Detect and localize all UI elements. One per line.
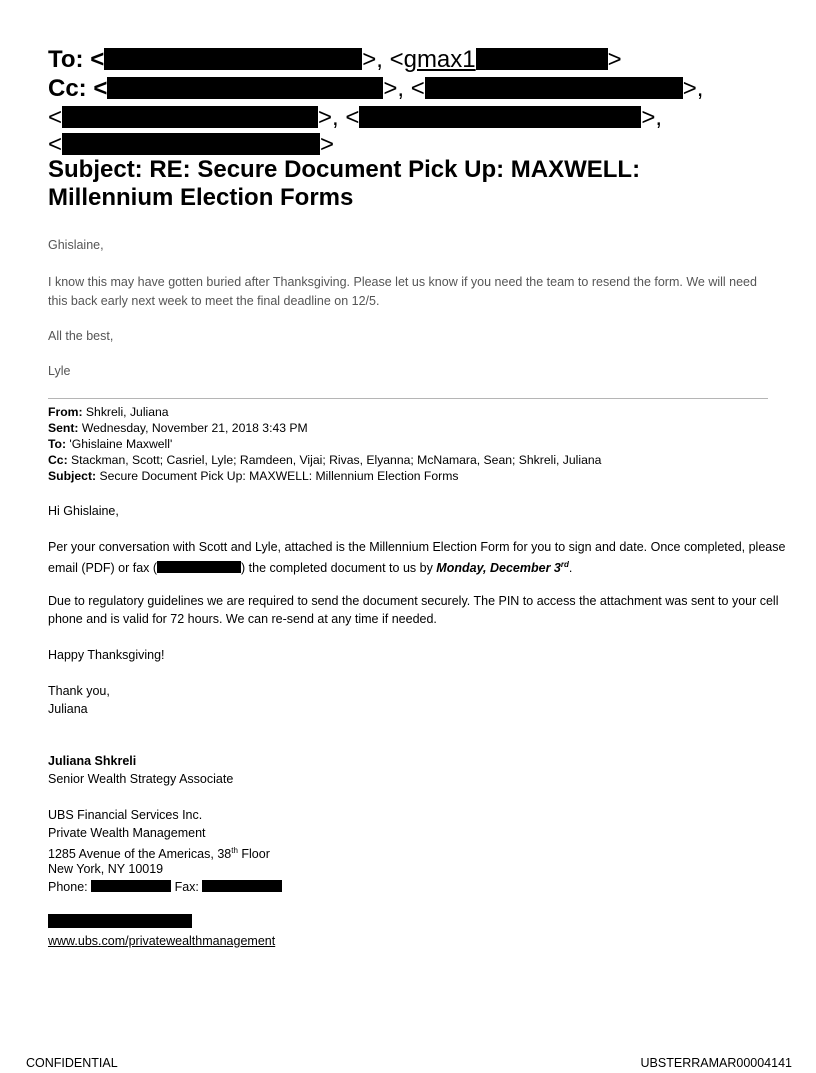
line3-start: < xyxy=(48,104,63,131)
footer-bates-number: UBSTERRAMAR00004141 xyxy=(640,1056,792,1070)
reply-greeting: Ghislaine, xyxy=(48,238,104,252)
cc-end: >, xyxy=(682,75,704,102)
signature-division: Private Wealth Management xyxy=(48,826,206,840)
cc-separator: >, < xyxy=(383,75,425,102)
fwd-to-label: To: xyxy=(48,437,67,451)
fwd-cc-value: Stackman, Scott; Casriel, Lyle; Ramdeen, Vijai; Rivas, Elyanna; McNamara, Sean; Shkreli, Juliana xyxy=(67,453,602,467)
signature-redacted-line xyxy=(48,914,788,932)
address-sup: th xyxy=(231,846,238,855)
reply-name: Lyle xyxy=(48,364,71,378)
to-line xyxy=(48,46,788,74)
message-sign: Juliana xyxy=(48,702,88,716)
redaction-bar xyxy=(157,561,241,573)
fwd-cc-label: Cc: xyxy=(48,453,68,467)
address-a: 1285 Avenue of the Americas, 38 xyxy=(48,847,232,862)
fwd-from-label: From: xyxy=(48,405,83,419)
deadline-sup: rd xyxy=(560,560,569,569)
p1-text-b: ) the completed document to us by xyxy=(241,561,437,576)
message-thanks: Thank you, xyxy=(48,684,110,698)
line4-end: > xyxy=(320,131,335,158)
fwd-sent xyxy=(48,420,778,436)
message-greeting: Hi Ghislaine, xyxy=(48,504,119,518)
signature-city: New York, NY 10019 xyxy=(48,862,164,876)
redaction-bar xyxy=(104,48,362,70)
signature-website[interactable] xyxy=(48,932,788,950)
divider xyxy=(48,398,768,399)
fwd-from-value: Shkreli, Juliana xyxy=(82,405,169,419)
redaction-bar xyxy=(359,106,641,128)
redaction-bar xyxy=(62,106,318,128)
cc-line xyxy=(48,75,788,103)
redaction-bar xyxy=(91,880,171,892)
fwd-sent-label: Sent: xyxy=(48,421,79,435)
reply-closing: All the best, xyxy=(48,329,114,343)
deadline-date: Monday, December 3 xyxy=(436,561,561,576)
message-paragraph-1 xyxy=(48,538,788,577)
website-link[interactable]: www.ubs.com/privatewealthmanagement xyxy=(48,934,276,948)
fwd-subject-label: Subject: xyxy=(48,469,97,483)
fwd-to xyxy=(48,436,778,452)
message-paragraph-3: Happy Thanksgiving! xyxy=(48,648,165,662)
message-paragraph-2: Due to regulatory guidelines we are required to send the document securely. The PIN to access the attachment was sent to your cell phone and is valid for 72 hours. We can re-send at any time if needed. xyxy=(48,594,779,626)
signature-company: UBS Financial Services Inc. xyxy=(48,808,203,822)
fwd-sent-value: Wednesday, November 21, 2018 3:43 PM xyxy=(78,421,308,435)
cc-line-4 xyxy=(48,131,788,159)
redaction-bar xyxy=(107,77,383,99)
fax-label: Fax: xyxy=(174,880,203,894)
signature-contact xyxy=(48,878,788,896)
p1-end: . xyxy=(568,561,573,576)
signature-name: Juliana Shkreli xyxy=(48,754,137,768)
email-subject: Subject: RE: Secure Document Pick Up: MAXWELL: Millennium Election Forms xyxy=(48,156,641,211)
redaction-bar xyxy=(48,914,192,928)
signature-title: Senior Wealth Strategy Associate xyxy=(48,772,234,786)
line3-separator: >, < xyxy=(318,104,360,131)
to-gmax-address: gmax1 xyxy=(403,46,476,73)
fwd-cc xyxy=(48,452,778,468)
line3-end: >, xyxy=(641,104,663,131)
phone-label: Phone: xyxy=(48,880,92,894)
forwarded-header xyxy=(48,404,778,484)
fwd-to-value: 'Ghislaine Maxwell' xyxy=(66,437,173,451)
to-separator: >, < xyxy=(362,46,404,73)
redaction-bar xyxy=(425,77,683,99)
cc-line-3 xyxy=(48,104,788,132)
p1-text-a: Per your conversation with Scott and Lyle, attached is the Millennium Election Form for you to sign and date. Once completed, please email (PDF) or fax ( xyxy=(48,540,786,576)
fwd-from xyxy=(48,404,778,420)
fwd-subject-value: Secure Document Pick Up: MAXWELL: Millennium Election Forms xyxy=(96,469,459,483)
cc-label: Cc: < xyxy=(48,75,108,102)
footer-confidential: CONFIDENTIAL xyxy=(26,1056,118,1070)
redaction-bar xyxy=(476,48,608,70)
reply-body: I know this may have gotten buried after Thanksgiving. Please let us know if you need the team to resend the form. We will need this back early next week to meet the final deadline on 12/5. xyxy=(48,275,757,308)
address-b: Floor xyxy=(237,847,270,862)
line4-start: < xyxy=(48,131,63,158)
fwd-subject xyxy=(48,468,778,484)
to-label: To: < xyxy=(48,46,105,73)
redaction-bar xyxy=(202,880,282,892)
to-end: > xyxy=(607,46,622,73)
redaction-bar xyxy=(62,133,320,155)
